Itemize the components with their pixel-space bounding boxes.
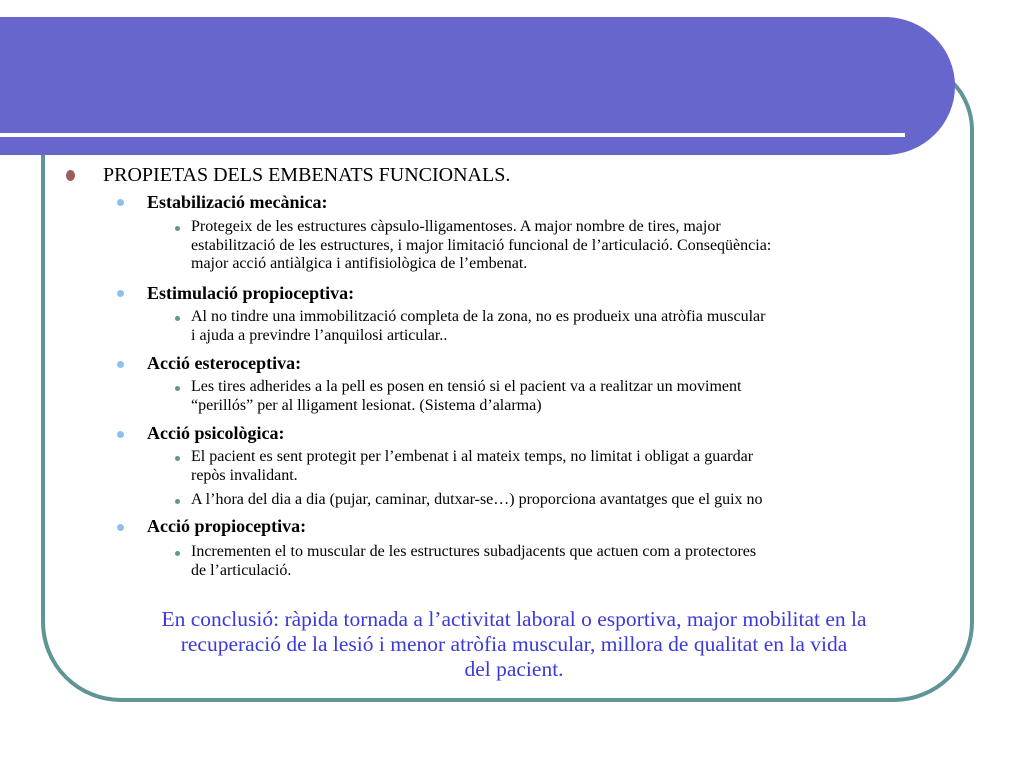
section-item: Protegeix de les estructures càpsulo-lligamentoses. A major nombre de tires, major estabilització de les estructures, i major limitació funcional de l’articulació. Conseqüència: major acció antiàlgica i antifisiològica de l’embenat. bbox=[191, 218, 772, 272]
bullet-icon bbox=[175, 499, 180, 504]
bullet-icon bbox=[175, 316, 180, 321]
section-title: Estimulació propioceptiva: bbox=[147, 283, 355, 303]
section-title: Acció propioceptiva: bbox=[147, 516, 307, 536]
section-item: Al no tindre una immobilització completa de la zona, no es produeix una atròfia muscular i ajuda a previndre l’anquilosi articular.. bbox=[191, 308, 766, 344]
bullet-icon bbox=[117, 524, 124, 531]
section-item: El pacient es sent protegit per l’embenat i al mateix temps, no limitat i obligat a guardar repòs invalidant. bbox=[191, 448, 754, 484]
section-item: A l’hora del dia a dia (pujar, caminar, dutxar-se…) proporciona avantatges que el guix no bbox=[191, 491, 763, 508]
bullet-icon bbox=[117, 199, 124, 206]
section-item: Les tires adherides a la pell es posen en tensió si el pacient va a realitzar un moviment “perillós” per al lligament lesionat. (Sistema d’alarma) bbox=[191, 378, 742, 414]
bullet-icon bbox=[175, 551, 180, 556]
conclusion-text: En conclusió: ràpida tornada a l’activitat laboral o esportiva, major mobilitat en la recuperació de la lesió i menor atròfia muscular, millora de qualitat en la vida del pacient. bbox=[161, 607, 867, 681]
bullet-icon bbox=[117, 361, 124, 368]
main-heading: PROPIETAS DELS EMBENATS FUNCIONALS. bbox=[103, 164, 511, 186]
section-title: Acció psicològica: bbox=[147, 423, 285, 443]
bullet-icon bbox=[66, 170, 75, 181]
bullet-icon bbox=[175, 226, 180, 231]
bullet-icon bbox=[117, 290, 124, 297]
bullet-icon bbox=[175, 386, 180, 391]
bullet-icon bbox=[175, 456, 180, 461]
section-title: Estabilizació mecànica: bbox=[147, 192, 328, 212]
section-item: Incrementen el to muscular de les estructures subadjacents que actuen com a protectores de l’articulació. bbox=[191, 543, 757, 579]
section-title: Acció esteroceptiva: bbox=[147, 353, 302, 373]
bullet-icon bbox=[117, 431, 124, 438]
